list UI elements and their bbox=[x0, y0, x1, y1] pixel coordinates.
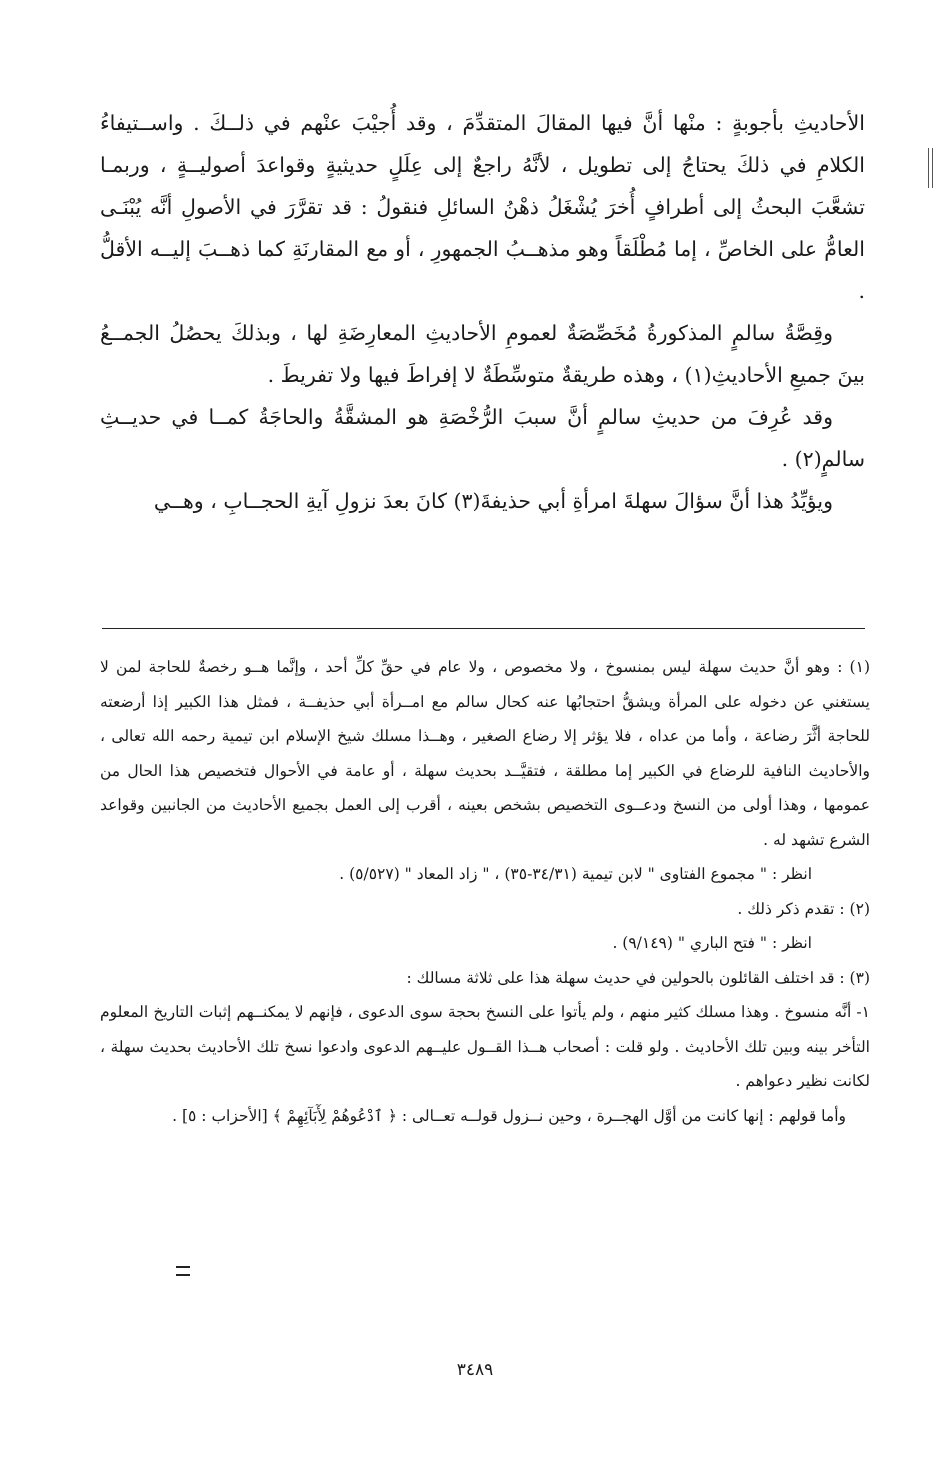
footnote-3-continuation: وأما قولهم : إنها كانت من أوَّل الهجــرة ، وحين نــزول قولــه تعــالى : ﴿ ٱدْعُوهُمْ لِأٓبَآئِهِمْ ﴾ [الأحزاب : ٥] . bbox=[172, 1106, 846, 1125]
footnote-3-item-1: ١- أنَّه منسوخ . وهذا مسلك كثير منهم ، ولم يأتوا على النسخ بحجة سوى الدعوى ، فإنهم لا يمكنــهم إثبات التاريخ المعلوم التأخر بينه وبين تلك الأحاديث . ولو قلت : أصحاب هــذا القــول عليــهم الدعوى وادعوا نسخ تلك الأحاديث بحديث سهلة ، لكانت نظير دعواهم . bbox=[100, 1003, 870, 1090]
main-paragraph-1: الأحاديثِ بأجوبةٍ : منْها أنَّ فيها المقالَ المتقدِّمَ ، وقد أُجيْبَ عنْهم في ذلــكَ . واســتيفاءُ الكلامِ في ذلكَ يحتاجُ إلى تطويل ، لأنَّهُ راجعٌ إلى عِلَلٍ حديثيةٍ وقواعدَ أصوليــةٍ ، وربمـا تشعَّبَ البحثُ إلى أطرافٍ أُخرَ يُشْغَلُ ذهْنُ السائلِ فنقولُ : قد تقرَّرَ في الأصولِ أنَّه يُبْنَـى العامُّ على الخاصِّ ، إما مُطْلَقاً وهو مذهــبُ الجمهورِ ، أو مع المقارنَةِ كما ذهــبَ إليــه الأقلُّ . bbox=[100, 111, 865, 303]
footnote-2-reference: انظر : " فتح الباري " (٩/١٤٩) . bbox=[612, 934, 812, 952]
main-paragraph-3: وقد عُرِفَ من حديثِ سالمٍ أنَّ سببَ الرُّخْصَةِ هو المشقَّةُ والحاجَةُ كمــا في حديــثِ سالمٍ(٢) . bbox=[100, 405, 865, 471]
footnote-separator bbox=[102, 628, 865, 629]
continuation-mark bbox=[176, 1266, 190, 1276]
footnote-3: (٣) : قد اختلف القائلون بالحولين في حديث سهلة هذا على ثلاثة مسالك : bbox=[406, 968, 870, 987]
main-text bbox=[100, 102, 865, 522]
footnote-1: (١) : وهو أنَّ حديث سهلة ليس بمنسوخ ، ولا مخصوص ، ولا عام في حقِّ كلِّ أحد ، وإنَّما هــو رخصةٌ للحاجة لمن لا يستغني عن دخوله على المرأة ويشقُّ احتجابُها عنه كحال سالم مع امــرأة أبي حذيفــة ، فمثل هذا الكبير إذا أرضعته للحاجة أثَّرَ رضاعة ، وأما من عداه ، فلا يؤثر إلا رضاع الصغير ، وهــذا مسلك شيخ الإسلام ابن تيمية رحمه الله تعالى ، والأحاديث النافية للرضاع في الكبير إما مطلقة ، فتقيَّــد بحديث سهلة ، أو عامة في الأحوال فتخصيص هذا الحال من عمومها ، وهذا أولى من النسخ ودعــوى التخصيص بشخص بعينه ، أقرب إلى العمل بجميع الأحاديث من الجانبين وقواعد الشرع تشهد له . bbox=[100, 658, 870, 849]
main-paragraph-4: ويؤيِّدُ هذا أنَّ سؤالَ سهلةَ امرأةِ أبي حذيفةَ(٣) كانَ بعدَ نزولِ آيةِ الحجــابِ ، وهــي bbox=[153, 489, 833, 513]
footnotes bbox=[100, 650, 870, 1133]
margin-mark bbox=[928, 148, 933, 188]
footnote-1-reference: انظر : " مجموع الفتاوى " لابن تيمية (٣٤/٣١-٣٥) ، " زاد المعاد " (٥/٥٢٧) . bbox=[339, 865, 812, 883]
page-number: ٣٤٨٩ bbox=[456, 1360, 494, 1380]
main-paragraph-2: وقِصَّةُ سالمٍ المذكورةُ مُخَصِّصَةٌ لعمومِ الأحاديثِ المعارِضَةِ لها ، وبذلكَ يحصُلُ الجمــعُ بينَ جميعِ الأحاديثِ(١) ، وهذه طريقةٌ متوسِّطَةٌ لا إفراطَ فيها ولا تفريطَ . bbox=[100, 321, 865, 387]
footnote-2: (٢) : تقدم ذكر ذلك . bbox=[737, 899, 870, 918]
